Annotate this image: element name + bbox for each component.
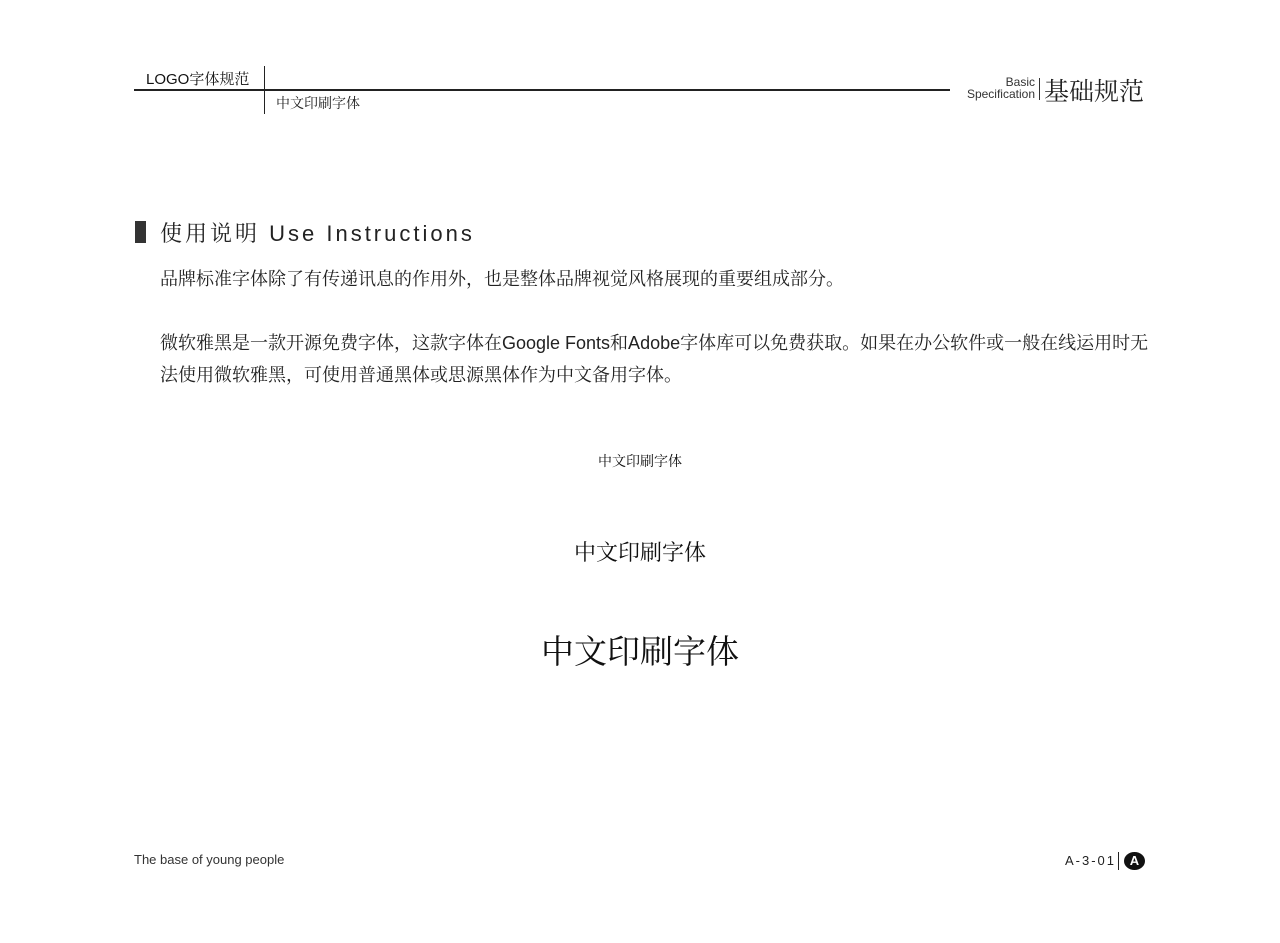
paragraph-1: 品牌标准字体除了有传递讯息的作用外，也是整体品牌视觉风格展现的重要组成部分。 (160, 269, 844, 289)
footer-page-code: A-3-01 (1064, 853, 1116, 868)
header-vertical-divider (264, 66, 265, 114)
font-sample-small: 中文印刷字体 (598, 453, 682, 469)
paragraph-2: 微软雅黑是一款开源免费字体，这款字体在Google Fonts和Adobe字体库可以免费获取。如果在办公软件或一般在线运用时无法使用微软雅黑，可使用普通黑体或思源黑体作为中文备用字体。 (160, 333, 1149, 385)
font-sample-large: 中文印刷字体 (541, 633, 739, 670)
footer-badge-icon: A (1124, 852, 1145, 870)
header-right-divider (1039, 78, 1040, 100)
header-right-chinese-title: 基础规范 (1044, 78, 1145, 106)
footer-divider (1118, 852, 1119, 870)
header-left-title: LOGO字体规范 (146, 71, 250, 88)
font-sample-medium: 中文印刷字体 (573, 540, 706, 565)
section-title: 使用说明 Use Instructions (160, 221, 475, 246)
header-right-english-line1: Basic (1005, 75, 1035, 89)
header-divider-line (134, 89, 950, 91)
header-right-english-line2: Specification (966, 87, 1035, 101)
header-right-english (950, 76, 1035, 100)
footer-tagline: The base of young people (134, 852, 285, 867)
section-marker (135, 221, 146, 243)
header-left-subtitle: 中文印刷字体 (276, 95, 360, 111)
